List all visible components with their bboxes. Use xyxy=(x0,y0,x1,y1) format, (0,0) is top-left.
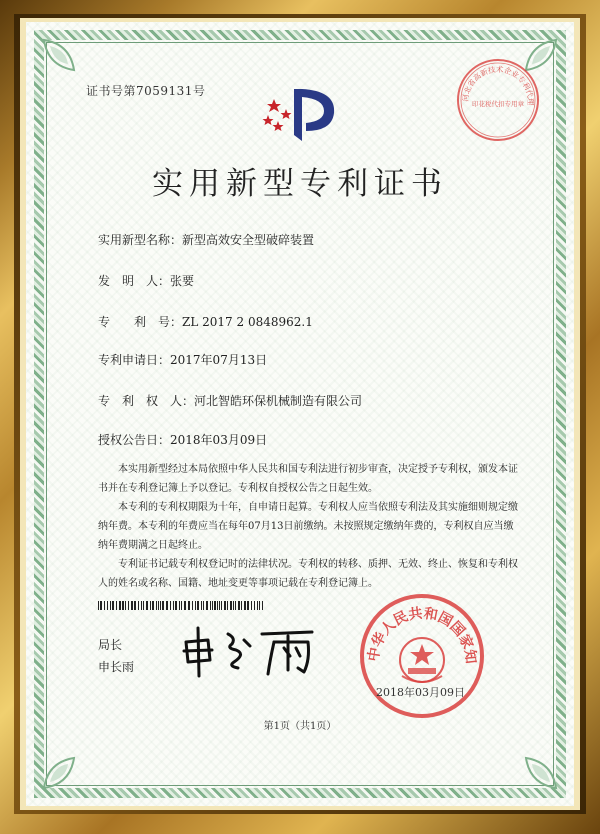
patent-office-logo-icon xyxy=(258,85,342,145)
field-inventor: 发 明 人：张要 xyxy=(98,274,195,288)
director-signature xyxy=(178,620,318,680)
certificate-number: 证书号第7059131号 xyxy=(86,84,206,98)
agency-stamp-inner-text: 印花税代扣专用章 xyxy=(472,100,524,108)
official-name: 申长雨 xyxy=(98,660,135,674)
seal-date: 2018年03月09日 xyxy=(376,686,465,699)
national-ip-office-seal xyxy=(358,592,486,720)
certificate-body xyxy=(98,460,518,593)
body-paragraph: 本专利的专利权期限为十年，自申请日起算。专利权人应当依照专利法及其实施细则规定缴纳年费。本专利的年费应当在每年07月13日前缴纳。未按照规定缴纳年费的，专利权自应当缴纳年费期满之日起终止。 xyxy=(98,502,518,551)
page-number: 第1页（共1页） xyxy=(263,721,337,732)
certificate-title: 实用新型专利证书 xyxy=(152,166,448,202)
barcode xyxy=(98,595,264,604)
corner-ornament-bottom-right xyxy=(500,732,560,792)
agency-stamp xyxy=(454,56,542,144)
field-utility-name: 实用新型名称：新型高效安全型破碎装置 xyxy=(98,233,315,247)
official-title: 局长 xyxy=(98,638,123,652)
seal-text: 中华人民共和国国家知 xyxy=(365,605,479,665)
corner-ornament-bottom-left xyxy=(40,732,100,792)
field-grant-date: 授权公告日：2018年03月09日 xyxy=(98,433,268,447)
body-paragraph: 专利证书记载专利权登记时的法律状况。专利权的转移、质押、无效、终止、恢复和专利权人的姓名或名称、国籍、地址变更等事项记载在专利登记簿上。 xyxy=(98,559,518,589)
field-patentee: 专 利 权 人：河北智皓环保机械制造有限公司 xyxy=(98,394,363,408)
body-paragraph: 本实用新型经过本局依照中华人民共和国专利法进行初步审查，决定授予专利权，颁发本证书并在专利登记簿上予以登记。专利权自授权公告之日起生效。 xyxy=(98,464,518,494)
field-patent-number: 专 利 号：ZL 2017 2 0848962.1 xyxy=(98,315,313,329)
agency-stamp-text: 河北省高新技术企业专利代理 xyxy=(460,64,536,106)
field-application-date: 专利申请日：2017年07月13日 xyxy=(98,353,268,367)
